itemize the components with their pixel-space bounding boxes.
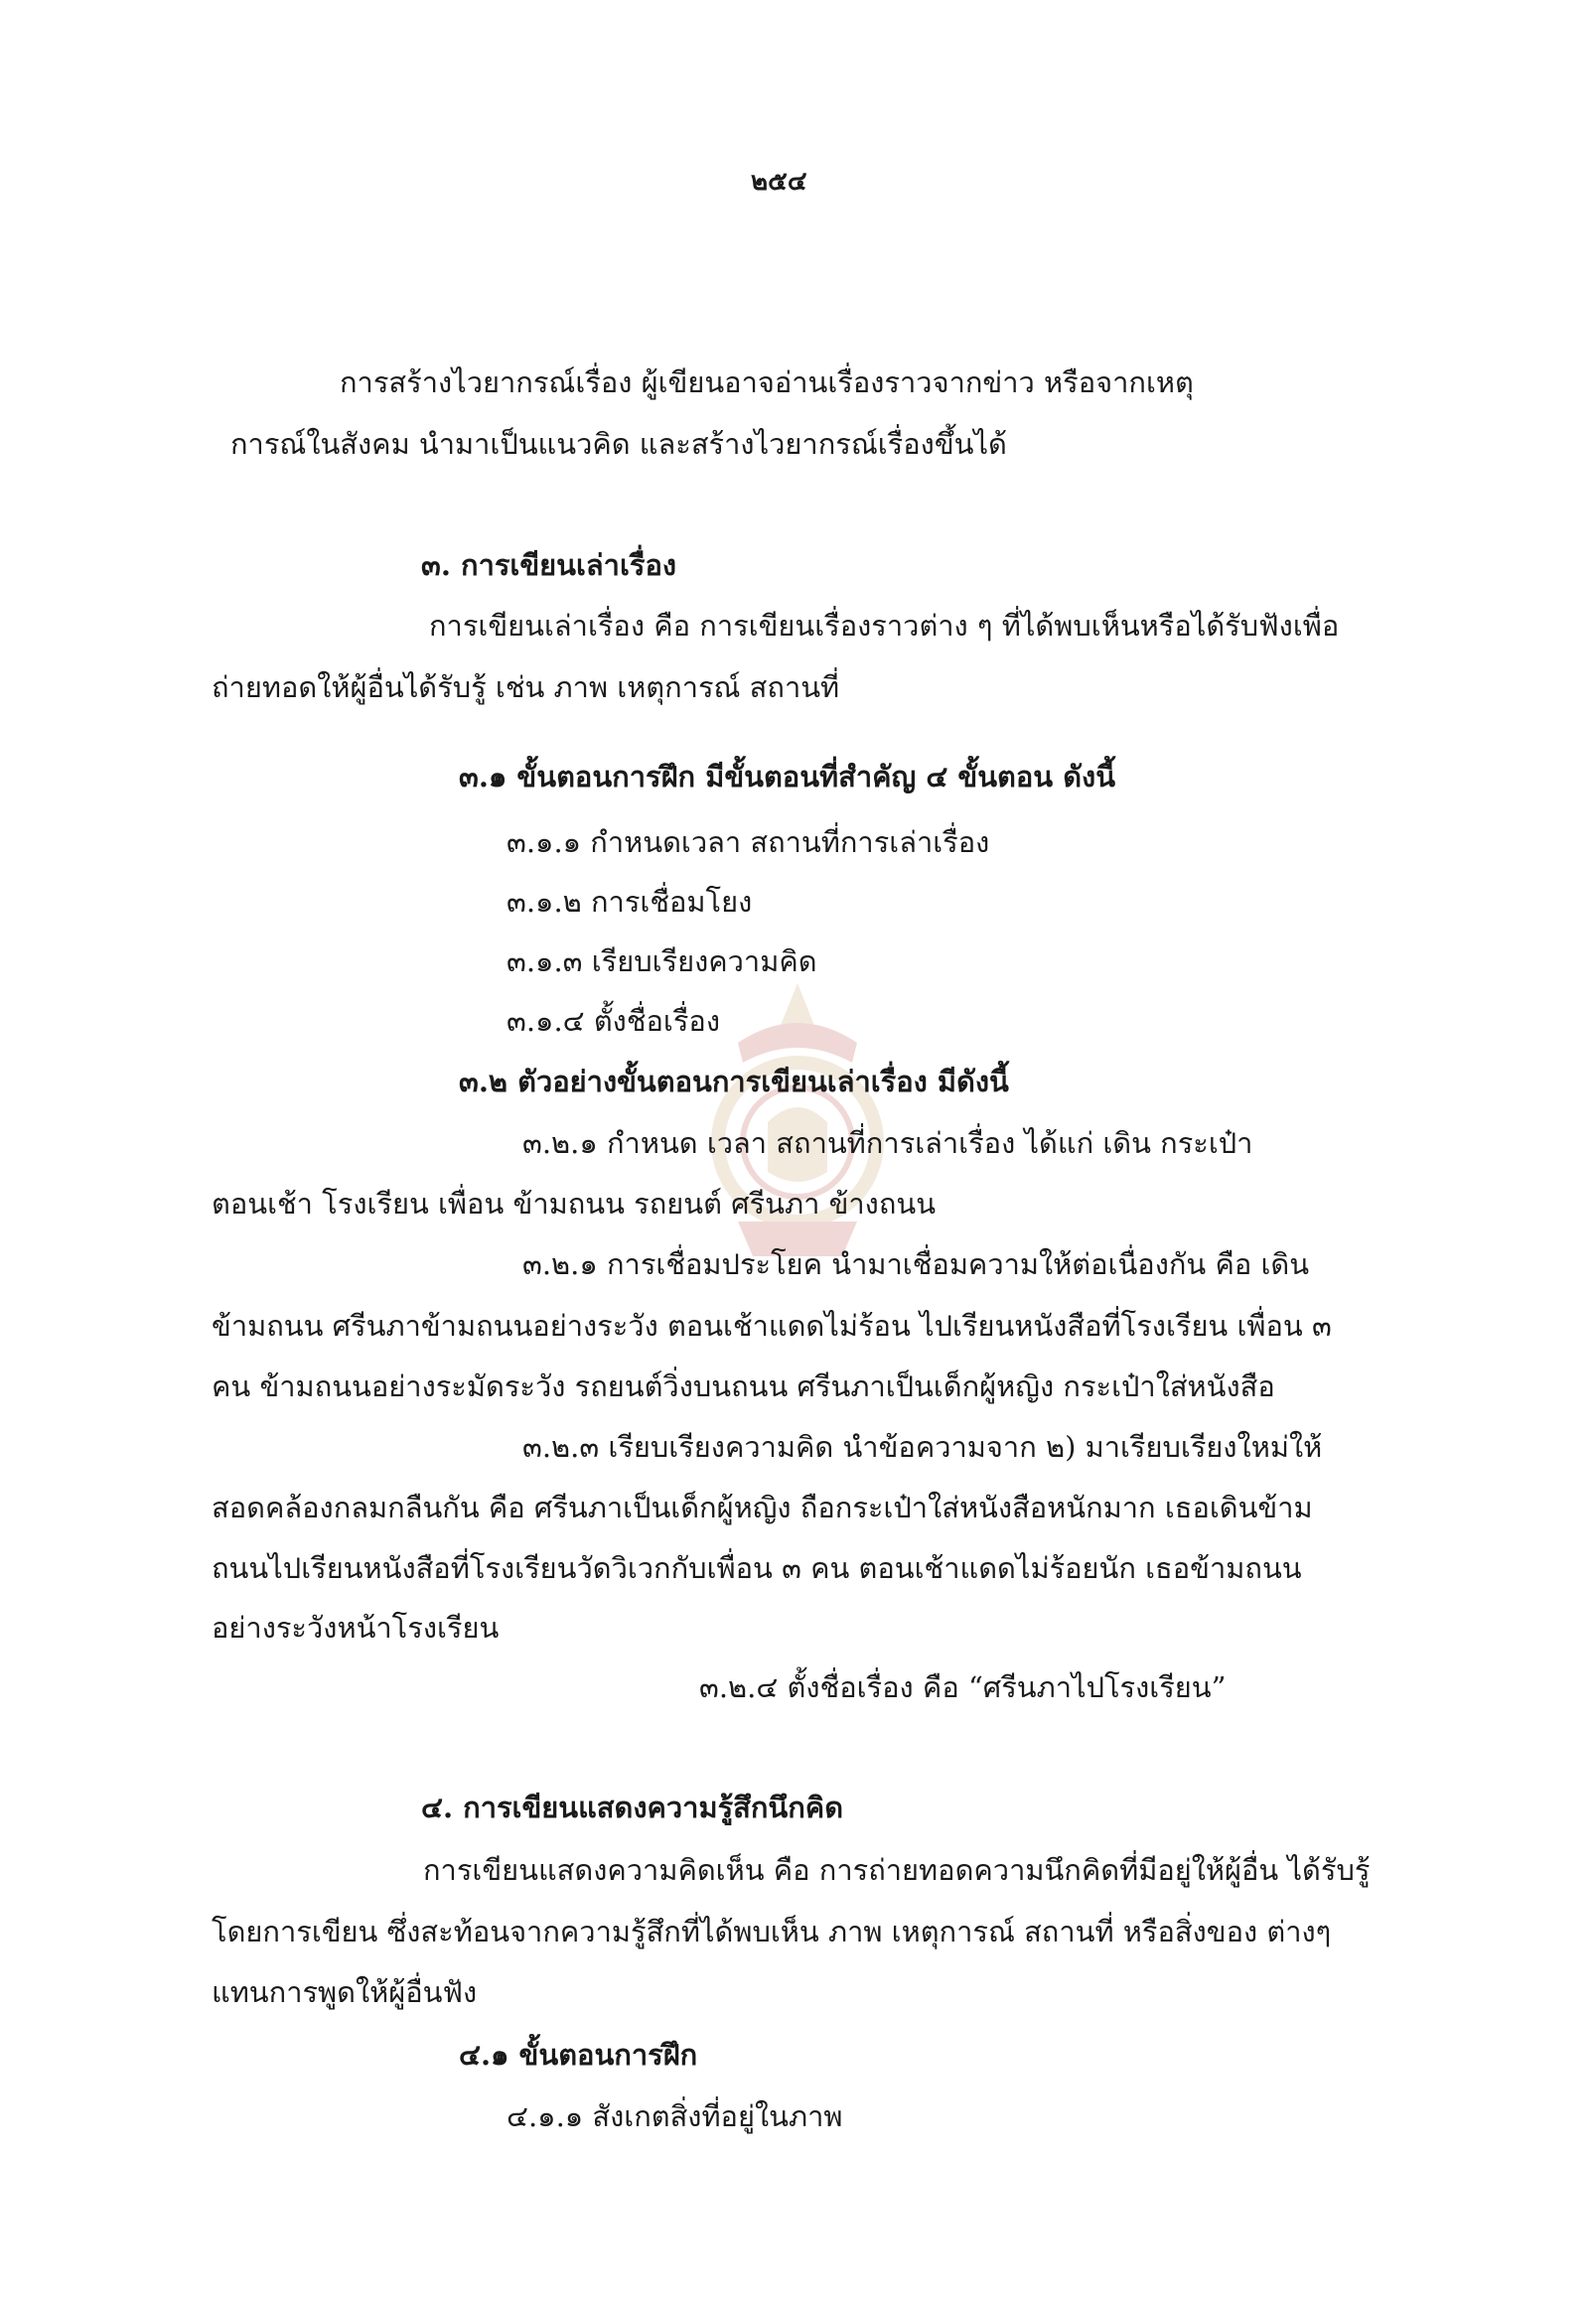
subsection-3-1-item-2: ๓.๑.๒ การเชื่อมโยง (507, 885, 753, 919)
subsection-3-2-item-1-line-2: ตอนเช้า โรงเรียน เพื่อน ข้ามถนน รถยนต์ ศรีนภา ข้างถนน (212, 1187, 937, 1221)
section-4-para-line-2: โดยการเขียน ซึ่งสะท้อนจากความรู้สึกที่ได้พบเห็น ภาพ เหตุการณ์ สถานที่ หรือสิ่งของ ต่างๆ (212, 1915, 1332, 1948)
subsection-3-2-item-4: ๓.๒.๔ ตั้งชื่อเรื่อง คือ “ศรีนภาไปโรงเรียน” (699, 1670, 1227, 1704)
subsection-4-1-heading: ๔.๑ ขั้นตอนการฝึก (459, 2038, 698, 2072)
subsection-3-2-item-3-line-3: ถนนไปเรียนหนังสือที่โรงเรียนวัดวิเวกกับเพื่อน ๓ คน ตอนเช้าแดดไม่ร้อยนัก เธอข้ามถนน (212, 1551, 1302, 1585)
subsection-3-2-item-1-line-1: ๓.๒.๑ กำหนด เวลา สถานที่การเล่าเรื่อง ได้แก่ เดิน กระเป๋า (522, 1126, 1253, 1160)
section-4-para-line-1: การเขียนแสดงความคิดเห็น คือ การถ่ายทอดความนึกคิดที่มีอยู่ให้ผู้อื่น ได้รับรู้ (423, 1853, 1371, 1887)
section-3-heading: ๓. การเขียนเล่าเรื่อง (421, 548, 677, 582)
section-4-para-line-3: แทนการพูดให้ผู้อื่นฟัง (212, 1975, 478, 2009)
intro-line-1: การสร้างไวยากรณ์เรื่อง ผู้เขียนอาจอ่านเรื่องราวจากข่าว หรือจากเหตุ (340, 365, 1194, 399)
subsection-3-1-item-1: ๓.๑.๑ กำหนดเวลา สถานที่การเล่าเรื่อง (507, 825, 990, 859)
subsection-3-2-item-3-line-1: ๓.๒.๓ เรียบเรียงความคิด นำข้อความจาก ๒) มาเรียบเรียงใหม่ให้ (522, 1430, 1323, 1464)
section-3-para-line-2: ถ่ายทอดให้ผู้อื่นได้รับรู้ เช่น ภาพ เหตุการณ์ สถานที่ (212, 670, 840, 704)
subsection-3-2-heading: ๓.๒ ตัวอย่างขั้นตอนการเขียนเล่าเรื่อง มีดังนี้ (459, 1065, 1009, 1098)
subsection-3-2-item-3-line-4: อย่างระวังหน้าโรงเรียน (212, 1611, 500, 1645)
section-3-para-line-1: การเขียนเล่าเรื่อง คือ การเขียนเรื่องราวต่าง ๆ ที่ได้พบเห็นหรือได้รับฟังเพื่อ (429, 609, 1340, 643)
subsection-3-1-item-3: ๓.๑.๓ เรียบเรียงความคิด (507, 944, 817, 978)
subsection-3-2-item-2-line-1: ๓.๒.๑ การเชื่อมประโยค นำมาเชื่อมความให้ต่อเนื่องกัน คือ เดิน (522, 1247, 1310, 1281)
subsection-4-1-item-1: ๔.๑.๑ สังเกตสิ่งที่อยู่ในภาพ (507, 2099, 843, 2133)
subsection-3-1-heading: ๓.๑ ขั้นตอนการฝึก มีขั้นตอนที่สำคัญ ๔ ขั้นตอน ดังนี้ (459, 760, 1116, 793)
intro-line-2: การณ์ในสังคม นำมาเป็นแนวคิด และสร้างไวยากรณ์เรื่องขึ้นได้ (230, 427, 1007, 461)
subsection-3-2-item-2-line-3: คน ข้ามถนนอย่างระมัดระวัง รถยนต์วิ่งบนถนน ศรีนภาเป็นเด็กผู้หญิง กระเป๋าใส่หนังสือ (212, 1369, 1275, 1403)
subsection-3-2-item-2-line-2: ข้ามถนน ศรีนภาข้ามถนนอย่างระวัง ตอนเช้าแดดไม่ร้อน ไปเรียนหนังสือที่โรงเรียน เพื่อน ๓ (212, 1309, 1332, 1343)
subsection-3-2-item-3-line-2: สอดคล้องกลมกลืนกัน คือ ศรีนภาเป็นเด็กผู้หญิง ถือกระเป๋าใส่หนังสือหนักมาก เธอเดินข้าม (212, 1491, 1313, 1524)
section-4-heading: ๔. การเขียนแสดงความรู้สึกนึกคิด (421, 1791, 844, 1824)
subsection-3-1-item-4: ๓.๑.๔ ตั้งชื่อเรื่อง (507, 1004, 720, 1038)
page-number: ๒๕๔ (751, 167, 807, 197)
